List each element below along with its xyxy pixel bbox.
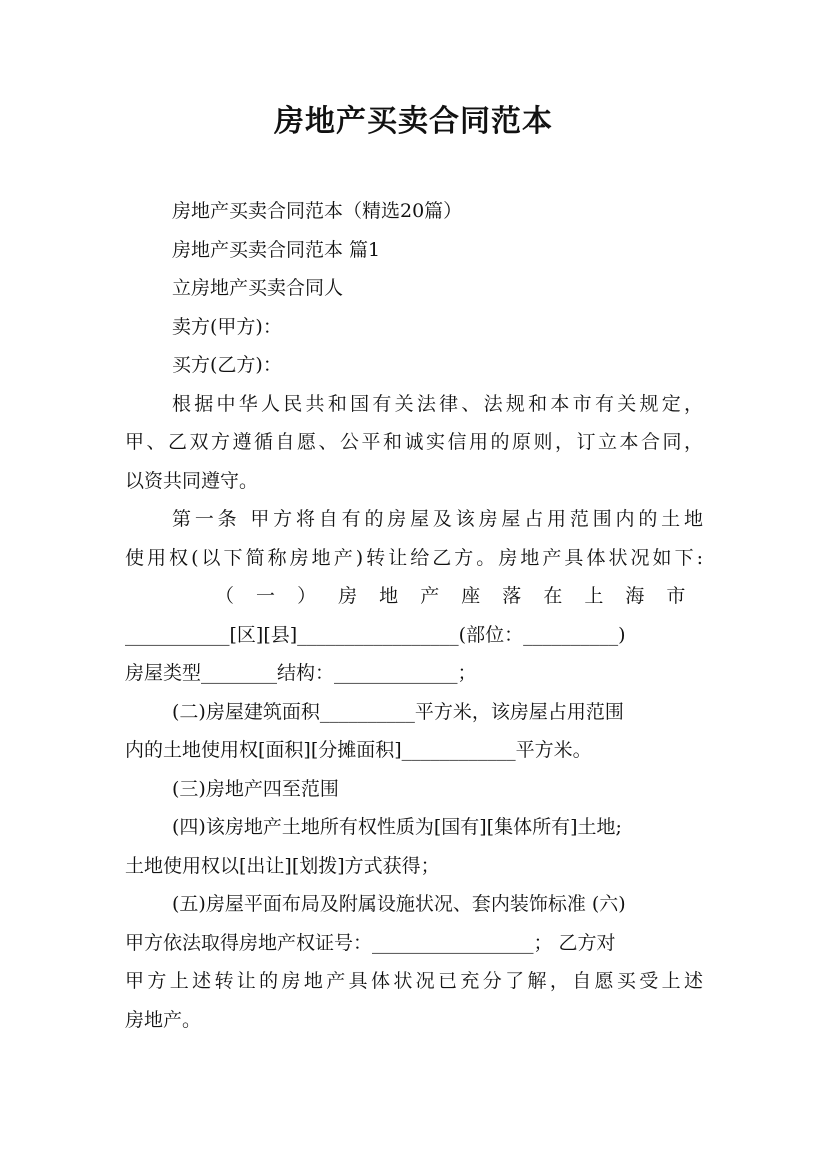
document-title: 房地产买卖合同范本 xyxy=(274,104,553,139)
paragraph-line: 根据中华人民共和国有关法律、法规和本市有关规定， xyxy=(172,392,703,415)
ownership-line: (四)该房地产土地所有权性质为[国有][集体所有]土地; xyxy=(172,816,622,838)
paragraph-line: 甲、乙双方遵循自愿、公平和诚实信用的原则，订立本合同， xyxy=(125,431,703,453)
land-method-line: 土地使用权以[出让][划拨]方式获得； xyxy=(125,854,440,877)
understanding-line: 甲方上述转让的房地产具体状况已充分了解，自愿买受上述 xyxy=(125,970,703,992)
layout-line: (五)房屋平面布局及附属设施状况、套内装饰标准 (六) xyxy=(172,893,626,915)
land-use-area-line: 内的土地使用权[面积][分摊面积]____________平方米。 xyxy=(125,739,592,761)
location-fill-line: ___________[区][县]_________________(部位：__________) xyxy=(125,623,626,646)
boundary-line: (三)房地产四至范围 xyxy=(172,777,339,800)
contract-party-heading: 立房地产买卖合同人 xyxy=(172,277,344,299)
building-area-line: (二)房屋建筑面积__________平方米，该房屋占用范围 xyxy=(172,700,624,723)
location-line: （ 一 ） 房 地 产 座 落 在 上 海 市 xyxy=(215,585,694,607)
section-heading: 房地产买卖合同范本 篇1 xyxy=(172,238,381,261)
article-one-line: 第一条 甲方将自有的房屋及该房屋占用范围内的土地 xyxy=(172,508,703,530)
subtitle-line: 房地产买卖合同范本（精选20篇） xyxy=(172,200,463,222)
certificate-line: 甲方依法取得房地产权证号：_________________； 乙方对 xyxy=(125,931,616,954)
seller-line: 卖方(甲方)： xyxy=(172,315,282,338)
house-type-line: 房屋类型________结构：_____________； xyxy=(125,662,477,684)
paragraph-line: 以资共同遵守。 xyxy=(125,469,259,492)
article-one-line: 使用权(以下简称房地产)转让给乙方。房地产具体状况如下: xyxy=(125,546,703,569)
ending-line: 房地产。 xyxy=(125,1008,202,1031)
document-body xyxy=(125,192,703,1039)
buyer-line: 买方(乙方)： xyxy=(172,354,282,376)
